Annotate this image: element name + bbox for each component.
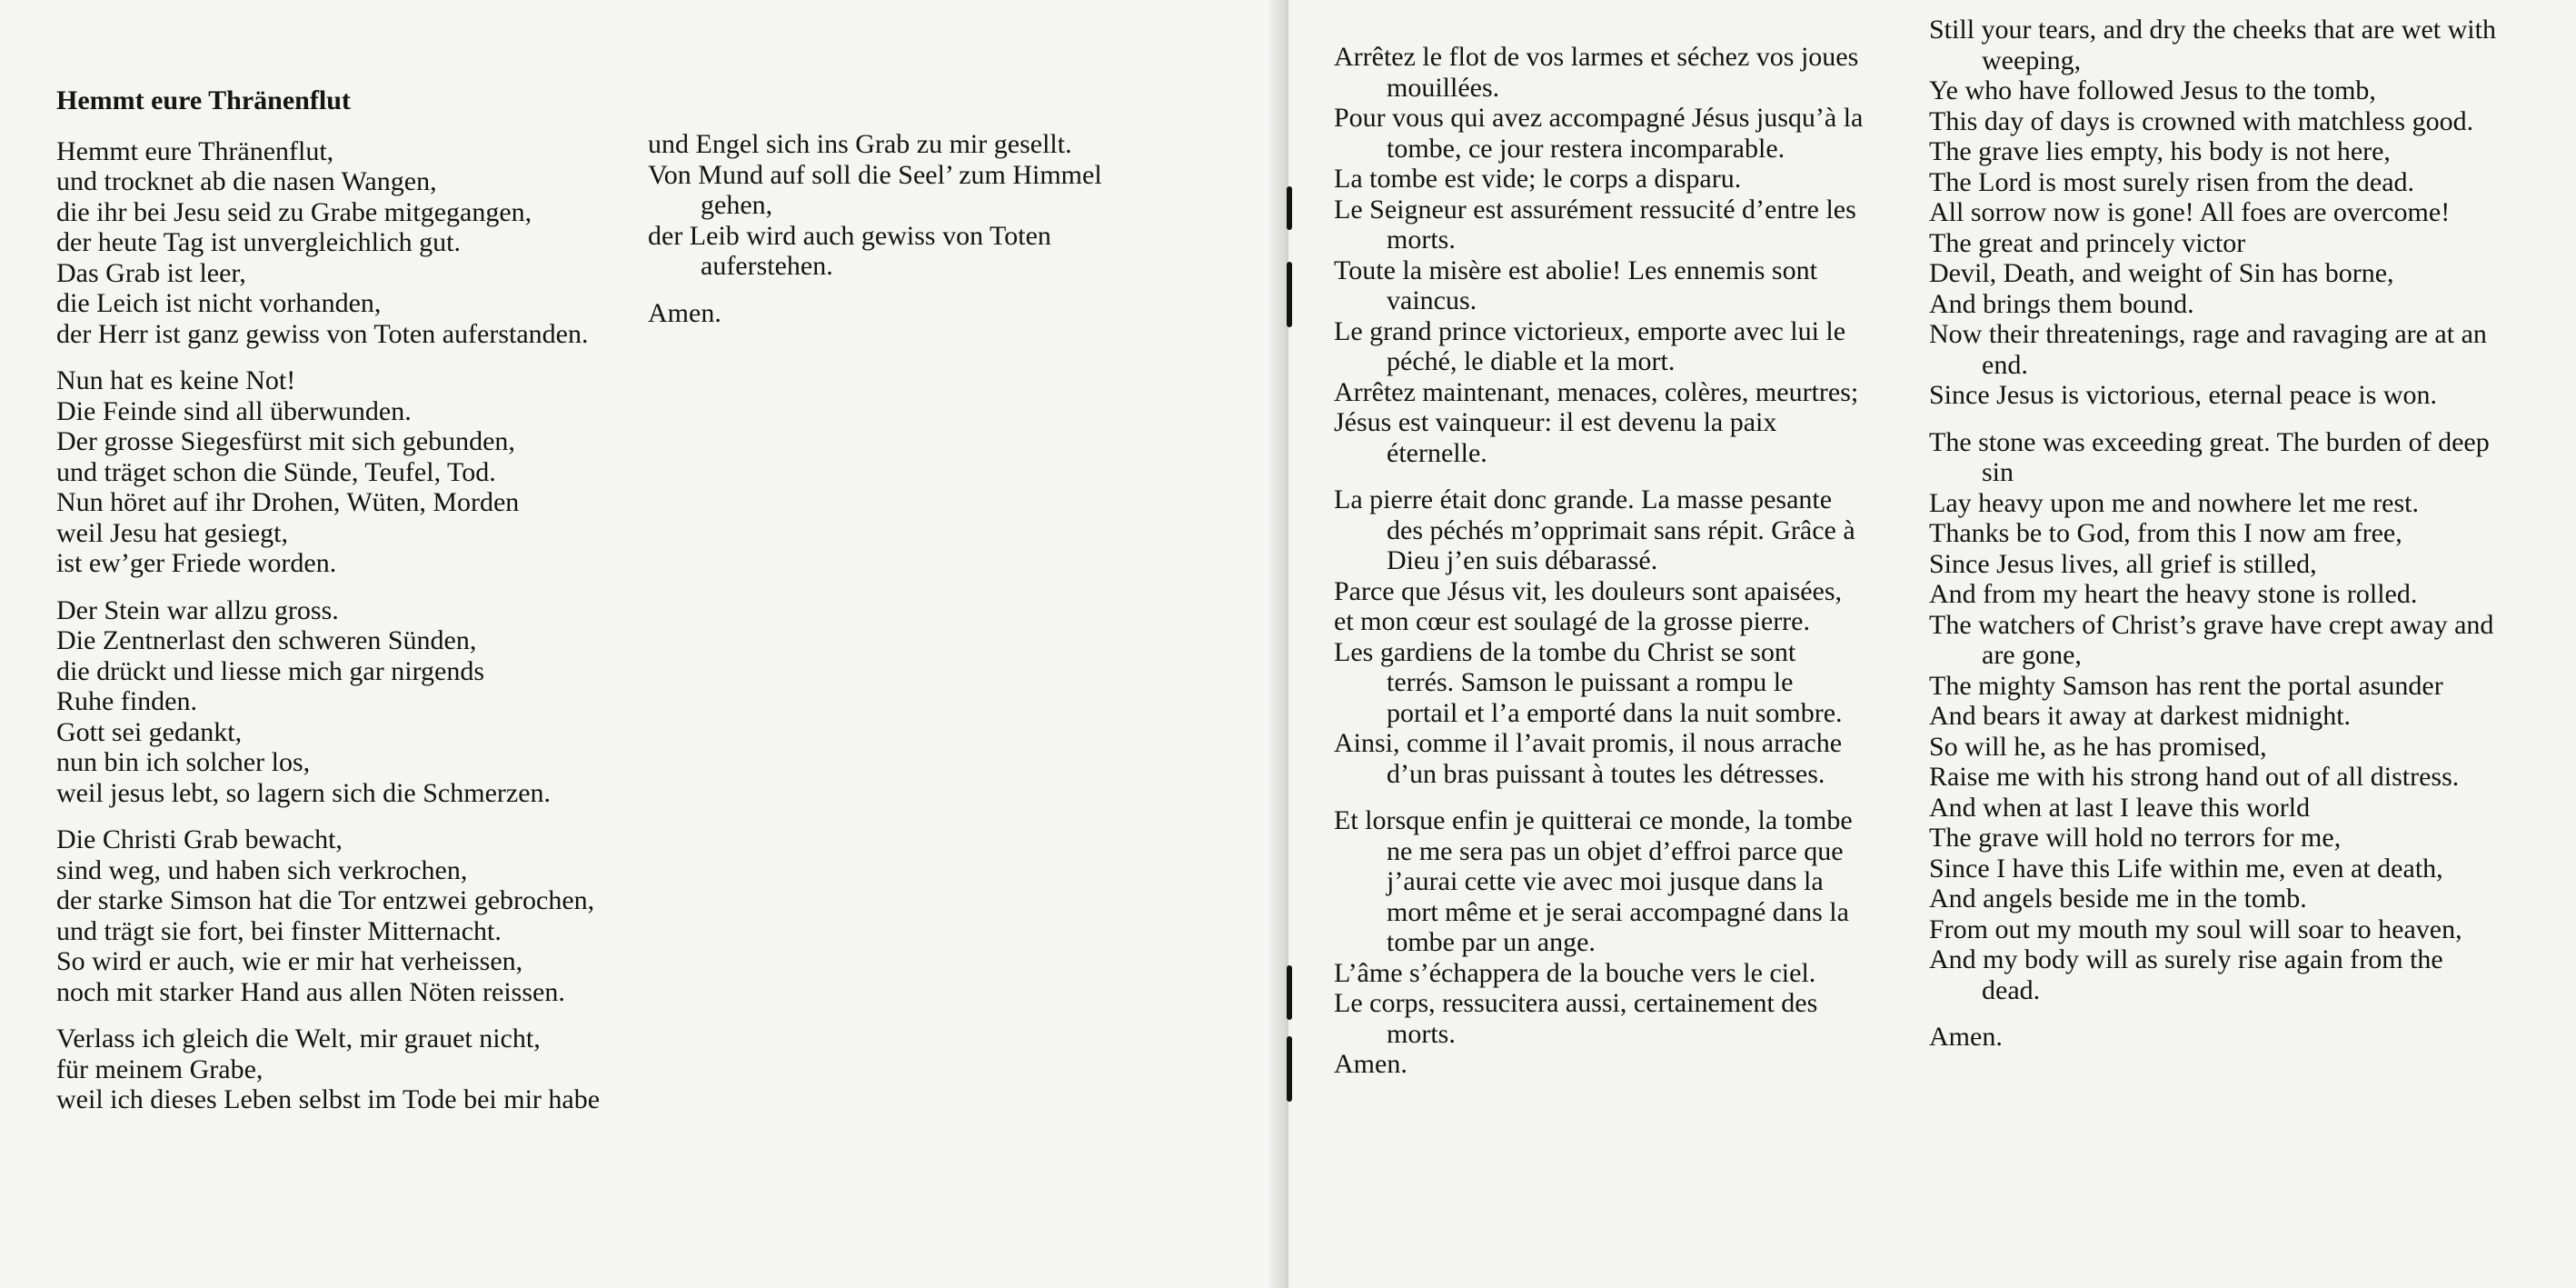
verse-line: Hemmt eure Thränenflut,: [56, 135, 334, 166]
verse-line: nun bin ich solcher los,: [56, 747, 311, 777]
verse-line: Gott sei gedankt,: [56, 716, 243, 747]
verse-line: Now their threatenings, rage and ravaging are at an end.: [1929, 319, 2487, 380]
verse-line: This day of days is crowned with matchless good.: [1929, 105, 2474, 136]
stanza: [1334, 484, 1865, 789]
verse-line: Ainsi, comme il l’avait promis, il nous arrache d’un bras puissant à toutes les détresses.: [1334, 728, 1843, 789]
verse-line: weil ich dieses Leben selbst im Tode bei mir habe: [56, 1084, 601, 1114]
verse-line: noch mit starker Hand aus allen Nöten reissen.: [56, 976, 565, 1007]
stanza: [1929, 15, 2501, 411]
verse-line: Lay heavy upon me and nowhere let me rest.: [1929, 487, 2419, 518]
verse-line: All sorrow now is gone! All foes are overcome!: [1929, 197, 2451, 227]
verse-line: So will he, as he has promised,: [1929, 731, 2267, 762]
stanza: [1929, 1022, 2501, 1053]
stanza: [648, 298, 1157, 329]
verse-line: From out my mouth my soul will soar to heaven,: [1929, 914, 2462, 944]
verse-line: Still your tears, and dry the cheeks that are wet with weeping,: [1929, 15, 2496, 75]
verse-line: Parce que Jésus vit, les douleurs sont apaisées,: [1334, 575, 1843, 606]
verse-line: Amen.: [1334, 1049, 1407, 1079]
stanza: [1334, 42, 1865, 468]
verse-line: weil Jesu hat gesiegt,: [56, 517, 288, 548]
staple-mark: [1287, 965, 1292, 1020]
verse-line: Arrêtez maintenant, menaces, colères, meurtres;: [1334, 376, 1859, 407]
verse-line: Die Christi Grab bewacht,: [56, 824, 343, 854]
stanza: [56, 595, 620, 809]
verse-line: Die Feinde sind all überwunden.: [56, 395, 412, 426]
stanza: [1929, 427, 2501, 1006]
verse-line: Amen.: [648, 297, 721, 328]
verse-line: The Lord is most surely risen from the dead.: [1929, 166, 2415, 197]
verse-line: La pierre était donc grande. La masse pesante des péchés m’opprimait sans répit. Grâce à Dieu j’en suis débarassé.: [1334, 484, 1855, 575]
verse-line: Amen.: [1929, 1022, 2003, 1052]
verse-line: Since I have this Life within me, even at death,: [1929, 853, 2443, 884]
german-lyrics-column-1: [56, 85, 620, 1132]
verse-line: The great and princely victor: [1929, 227, 2246, 258]
verse-line: Verlass ich gleich die Welt, mir grauet nicht,: [56, 1023, 541, 1053]
verse-line: für meinem Grabe,: [56, 1053, 264, 1084]
verse-line: Thanks be to God, from this I now am free,: [1929, 518, 2402, 548]
stanza: [56, 824, 620, 1007]
verse-line: die ihr bei Jesu seid zu Grabe mitgegangen,: [56, 196, 532, 227]
verse-line: Nun höret auf ihr Drohen, Wüten, Morden: [56, 487, 520, 517]
staple-mark: [1287, 186, 1292, 230]
verse-line: Der Stein war allzu gross.: [56, 594, 339, 625]
verse-line: und trocknet ab die nasen Wangen,: [56, 166, 437, 196]
verse-line: Ye who have followed Jesus to the tomb,: [1929, 75, 2376, 105]
verse-line: und Engel sich ins Grab zu mir gesellt.: [648, 129, 1072, 159]
verse-line: The mighty Samson has rent the portal asunder: [1929, 670, 2443, 701]
german-lyrics-column-2: [648, 129, 1157, 344]
verse-line: Von Mund auf soll die Seel’ zum Himmel gehen,: [648, 159, 1102, 220]
stanza: [1334, 805, 1865, 1080]
verse-line: der starke Simson hat die Tor entzwei gebrochen,: [56, 885, 595, 915]
stanza: [56, 136, 620, 350]
verse-line: Raise me with his strong hand out of all distress.: [1929, 762, 2460, 792]
verse-line: The watchers of Christ’s grave have crept away and are gone,: [1929, 609, 2494, 670]
verse-line: Ruhe finden.: [56, 686, 197, 716]
verse-line: And my body will as surely rise again from the dead.: [1929, 944, 2443, 1005]
staple-mark: [1287, 1036, 1292, 1102]
verse-line: Toute la misère est abolie! Les ennemis sont vaincus.: [1334, 255, 1817, 315]
verse-line: La tombe est vide; le corps a disparu.: [1334, 164, 1742, 194]
verse-line: die drückt und liesse mich gar nirgends: [56, 655, 485, 686]
verse-line: Since Jesus lives, all grief is stilled,: [1929, 548, 2317, 579]
right-page: [1288, 0, 2576, 1288]
verse-line: der Herr ist ganz gewiss von Toten auferstanden.: [56, 318, 589, 349]
verse-line: Le corps, ressucitera aussi, certainement des morts.: [1334, 988, 1818, 1049]
verse-line: L’âme s’échappera de la bouche vers le ciel.: [1334, 957, 1816, 988]
verse-line: Le grand prince victorieux, emporte avec lui le péché, le diable et la mort.: [1334, 315, 1846, 376]
verse-line: der Leib wird auch gewiss von Toten auferstehen.: [648, 220, 1051, 281]
stanza: [56, 365, 620, 579]
staple-mark: [1287, 262, 1292, 327]
verse-line: und träget schon die Sünde, Teufel, Tod.: [56, 456, 496, 487]
verse-line: Nun hat es keine Not!: [56, 365, 296, 395]
verse-line: ist ew’ger Friede worden.: [56, 548, 337, 578]
verse-line: die Leich ist nicht vorhanden,: [56, 288, 382, 318]
verse-line: Jésus est vainqueur: il est devenu la paix éternelle.: [1334, 407, 1777, 468]
french-lyrics-column: [1334, 42, 1865, 1096]
verse-line: Les gardiens de la tombe du Christ se sont terrés. Samson le puissant a rompu le portail et l’a emporté dans la nuit sombre.: [1334, 636, 1843, 728]
verse-line: Die Zentnerlast den schweren Sünden,: [56, 625, 477, 655]
verse-line: und trägt sie fort, bei finster Mitternacht.: [56, 915, 502, 946]
verse-line: Since Jesus is victorious, eternal peace is won.: [1929, 380, 2438, 410]
english-lyrics-column: [1929, 15, 2501, 1069]
verse-line: The stone was exceeding great. The burden of deep sin: [1929, 426, 2490, 487]
verse-line: Das Grab ist leer,: [56, 257, 246, 288]
verse-line: So wird er auch, wie er mir hat verheissen,: [56, 946, 523, 976]
verse-line: Der grosse Siegesfürst mit sich gebunden,: [56, 426, 515, 456]
verse-line: And bears it away at darkest midnight.: [1929, 701, 2352, 731]
verse-line: et mon cœur est soulagé de la grosse pierre.: [1334, 606, 1810, 636]
verse-line: Arrêtez le flot de vos larmes et séchez vos joues mouillées.: [1334, 42, 1859, 103]
verse-line: Pour vous qui avez accompagné Jésus jusqu’à la tombe, ce jour restera incomparable.: [1334, 103, 1864, 164]
verse-line: weil jesus lebt, so lagern sich die Schmerzen.: [56, 777, 552, 808]
verse-line: And when at last I leave this world: [1929, 792, 2311, 823]
poem-title: Hemmt eure Thränenflut: [56, 85, 351, 115]
verse-line: And from my heart the heavy stone is rolled.: [1929, 579, 2418, 609]
verse-line: The grave will hold no terrors for me,: [1929, 823, 2342, 853]
verse-line: sind weg, und haben sich verkrochen,: [56, 854, 468, 885]
verse-line: The grave lies empty, his body is not here,: [1929, 136, 2391, 166]
verse-line: Et lorsque enfin je quitterai ce monde, la tombe ne me sera pas un objet d’effroi parce que j’aurai cette vie avec moi jusque dans la mort même et je serai accompagné dans la tombe par un ange.: [1334, 805, 1853, 957]
verse-line: And brings them bound.: [1929, 288, 2194, 319]
stanza: [56, 1023, 620, 1115]
stanza: [648, 129, 1157, 282]
verse-line: And angels beside me in the tomb.: [1929, 884, 2307, 914]
verse-line: Le Seigneur est assurément ressucité d’entre les morts.: [1334, 194, 1856, 255]
verse-line: der heute Tag ist unvergleichlich gut.: [56, 227, 462, 257]
verse-line: Devil, Death, and weight of Sin has borne,: [1929, 258, 2394, 288]
